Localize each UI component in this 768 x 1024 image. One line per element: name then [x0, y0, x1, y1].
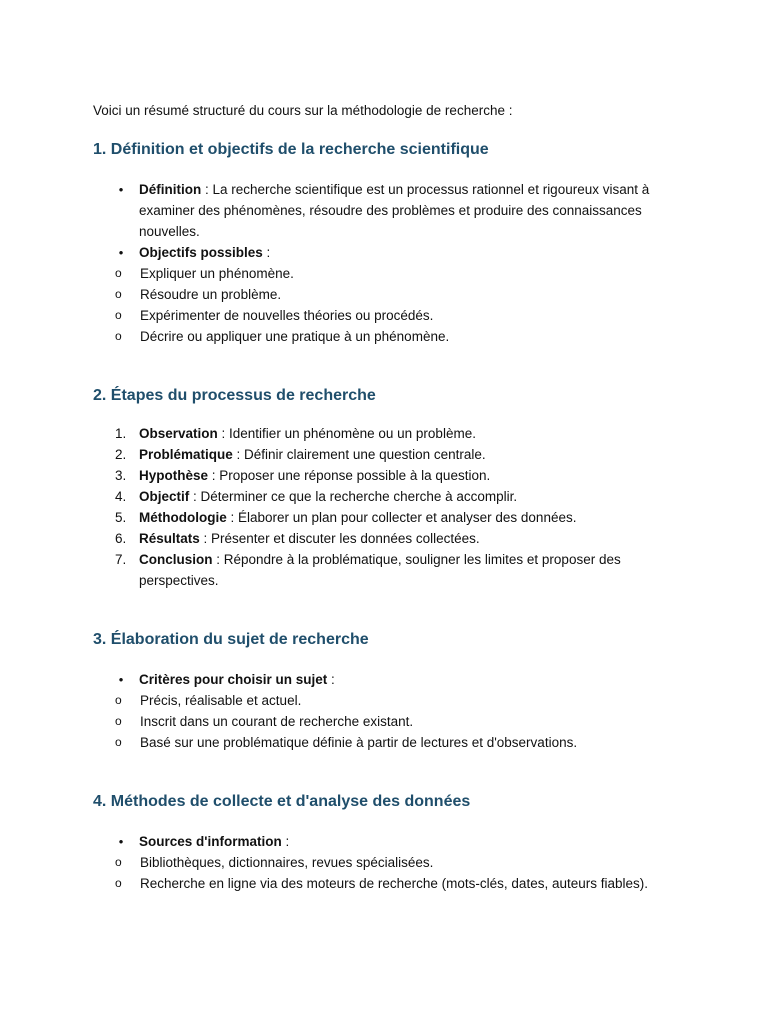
- sub-list: [93, 690, 683, 753]
- bullet-icon: •: [118, 182, 124, 197]
- item-term: Objectifs possibles: [139, 245, 263, 260]
- circle-bullet-icon: o: [115, 855, 122, 869]
- sub-list-item: [93, 732, 683, 753]
- item-text: : Proposer une réponse possible à la question.: [208, 468, 491, 483]
- item-term: Problématique: [139, 447, 233, 462]
- numbered-item: [93, 549, 683, 591]
- section-title-methods: 4. Méthodes de collecte et d'analyse des données: [93, 793, 471, 810]
- document-page: [93, 100, 683, 894]
- sub-list-item: [93, 873, 683, 894]
- item-term: Observation: [139, 426, 218, 441]
- sub-item-text: Décrire ou appliquer une pratique à un phénomène.: [140, 329, 450, 344]
- section-title-steps: 2. Étapes du processus de recherche: [93, 387, 376, 404]
- item-term: Hypothèse: [139, 468, 209, 483]
- numbered-item: [93, 486, 683, 507]
- item-term: Sources d'information: [139, 834, 282, 849]
- item-text: :: [327, 672, 335, 687]
- circle-bullet-icon: o: [115, 714, 122, 728]
- item-text: : Déterminer ce que la recherche cherche à accomplir.: [189, 489, 518, 504]
- sub-item-text: Inscrit dans un courant de recherche existant.: [140, 714, 414, 729]
- section-title-subject: 3. Élaboration du sujet de recherche: [93, 631, 369, 648]
- intro-text: Voici un résumé structuré du cours sur la méthodologie de recherche :: [93, 103, 513, 118]
- sub-item-text: Bibliothèques, dictionnaires, revues spécialisées.: [140, 855, 434, 870]
- item-text: : La recherche scientifique est un processus rationnel et rigoureux visant à examiner des phénomènes, résoudre des problèmes et produire des connaissances nouvelles.: [139, 182, 650, 239]
- item-term: Critères pour choisir un sujet: [139, 672, 328, 687]
- sub-list: [93, 852, 683, 894]
- sub-list-item: [93, 284, 683, 305]
- sub-list-item: [93, 690, 683, 711]
- sub-list: [93, 263, 683, 347]
- item-number: 1.: [115, 426, 127, 441]
- sub-list-item: [93, 326, 683, 347]
- item-term: Résultats: [139, 531, 200, 546]
- circle-bullet-icon: o: [115, 735, 122, 749]
- sub-item-text: Résoudre un problème.: [140, 287, 282, 302]
- sub-list-item: [93, 852, 683, 873]
- numbered-item: [93, 507, 683, 528]
- circle-bullet-icon: o: [115, 693, 122, 707]
- bullet-icon: •: [118, 834, 124, 849]
- item-term: Objectif: [139, 489, 190, 504]
- item-term: Méthodologie: [139, 510, 227, 525]
- item-term: Définition: [139, 182, 202, 197]
- numbered-item: [93, 465, 683, 486]
- circle-bullet-icon: o: [115, 287, 122, 301]
- bullet-list: [93, 179, 683, 263]
- list-item: [93, 242, 683, 263]
- item-number: 2.: [115, 447, 127, 462]
- circle-bullet-icon: o: [115, 876, 122, 890]
- bullet-list: [93, 831, 683, 852]
- item-number: 6.: [115, 531, 127, 546]
- sub-item-text: Expliquer un phénomène.: [140, 266, 294, 281]
- section-title-definition: 1. Définition et objectifs de la recherche scientifique: [93, 141, 489, 158]
- bullet-list: [93, 669, 683, 690]
- circle-bullet-icon: o: [115, 266, 122, 280]
- item-number: 3.: [115, 468, 127, 483]
- item-text: : Présenter et discuter les données collectées.: [199, 531, 480, 546]
- item-number: 7.: [115, 552, 127, 567]
- list-item: [93, 831, 683, 852]
- numbered-item: [93, 528, 683, 549]
- circle-bullet-icon: o: [115, 329, 122, 343]
- circle-bullet-icon: o: [115, 308, 122, 322]
- sub-item-text: Précis, réalisable et actuel.: [140, 693, 302, 708]
- item-term: Conclusion: [139, 552, 213, 567]
- sub-list-item: [93, 263, 683, 284]
- item-number: 4.: [115, 489, 127, 504]
- list-item: [93, 179, 683, 242]
- sub-item-text: Expérimenter de nouvelles théories ou procédés.: [140, 308, 434, 323]
- item-text: : Répondre à la problématique, souligner les limites et proposer des perspectives.: [139, 552, 621, 588]
- numbered-item: [93, 423, 683, 444]
- bullet-icon: •: [118, 672, 124, 687]
- item-text: : Définir clairement une question centrale.: [232, 447, 486, 462]
- item-number: 5.: [115, 510, 127, 525]
- list-item: [93, 669, 683, 690]
- item-text: :: [262, 245, 271, 260]
- item-text: : Élaborer un plan pour collecter et analyser des données.: [226, 510, 577, 525]
- bullet-icon: •: [118, 245, 124, 260]
- numbered-item: [93, 444, 683, 465]
- item-text: : Identifier un phénomène ou un problème.: [217, 426, 476, 441]
- sub-list-item: [93, 711, 683, 732]
- sub-item-text: Basé sur une problématique définie à partir de lectures et d'observations.: [140, 735, 578, 750]
- item-text: :: [281, 834, 290, 849]
- numbered-list: [93, 423, 683, 591]
- sub-item-text: Recherche en ligne via des moteurs de recherche (mots-clés, dates, auteurs fiables).: [140, 876, 648, 891]
- sub-list-item: [93, 305, 683, 326]
